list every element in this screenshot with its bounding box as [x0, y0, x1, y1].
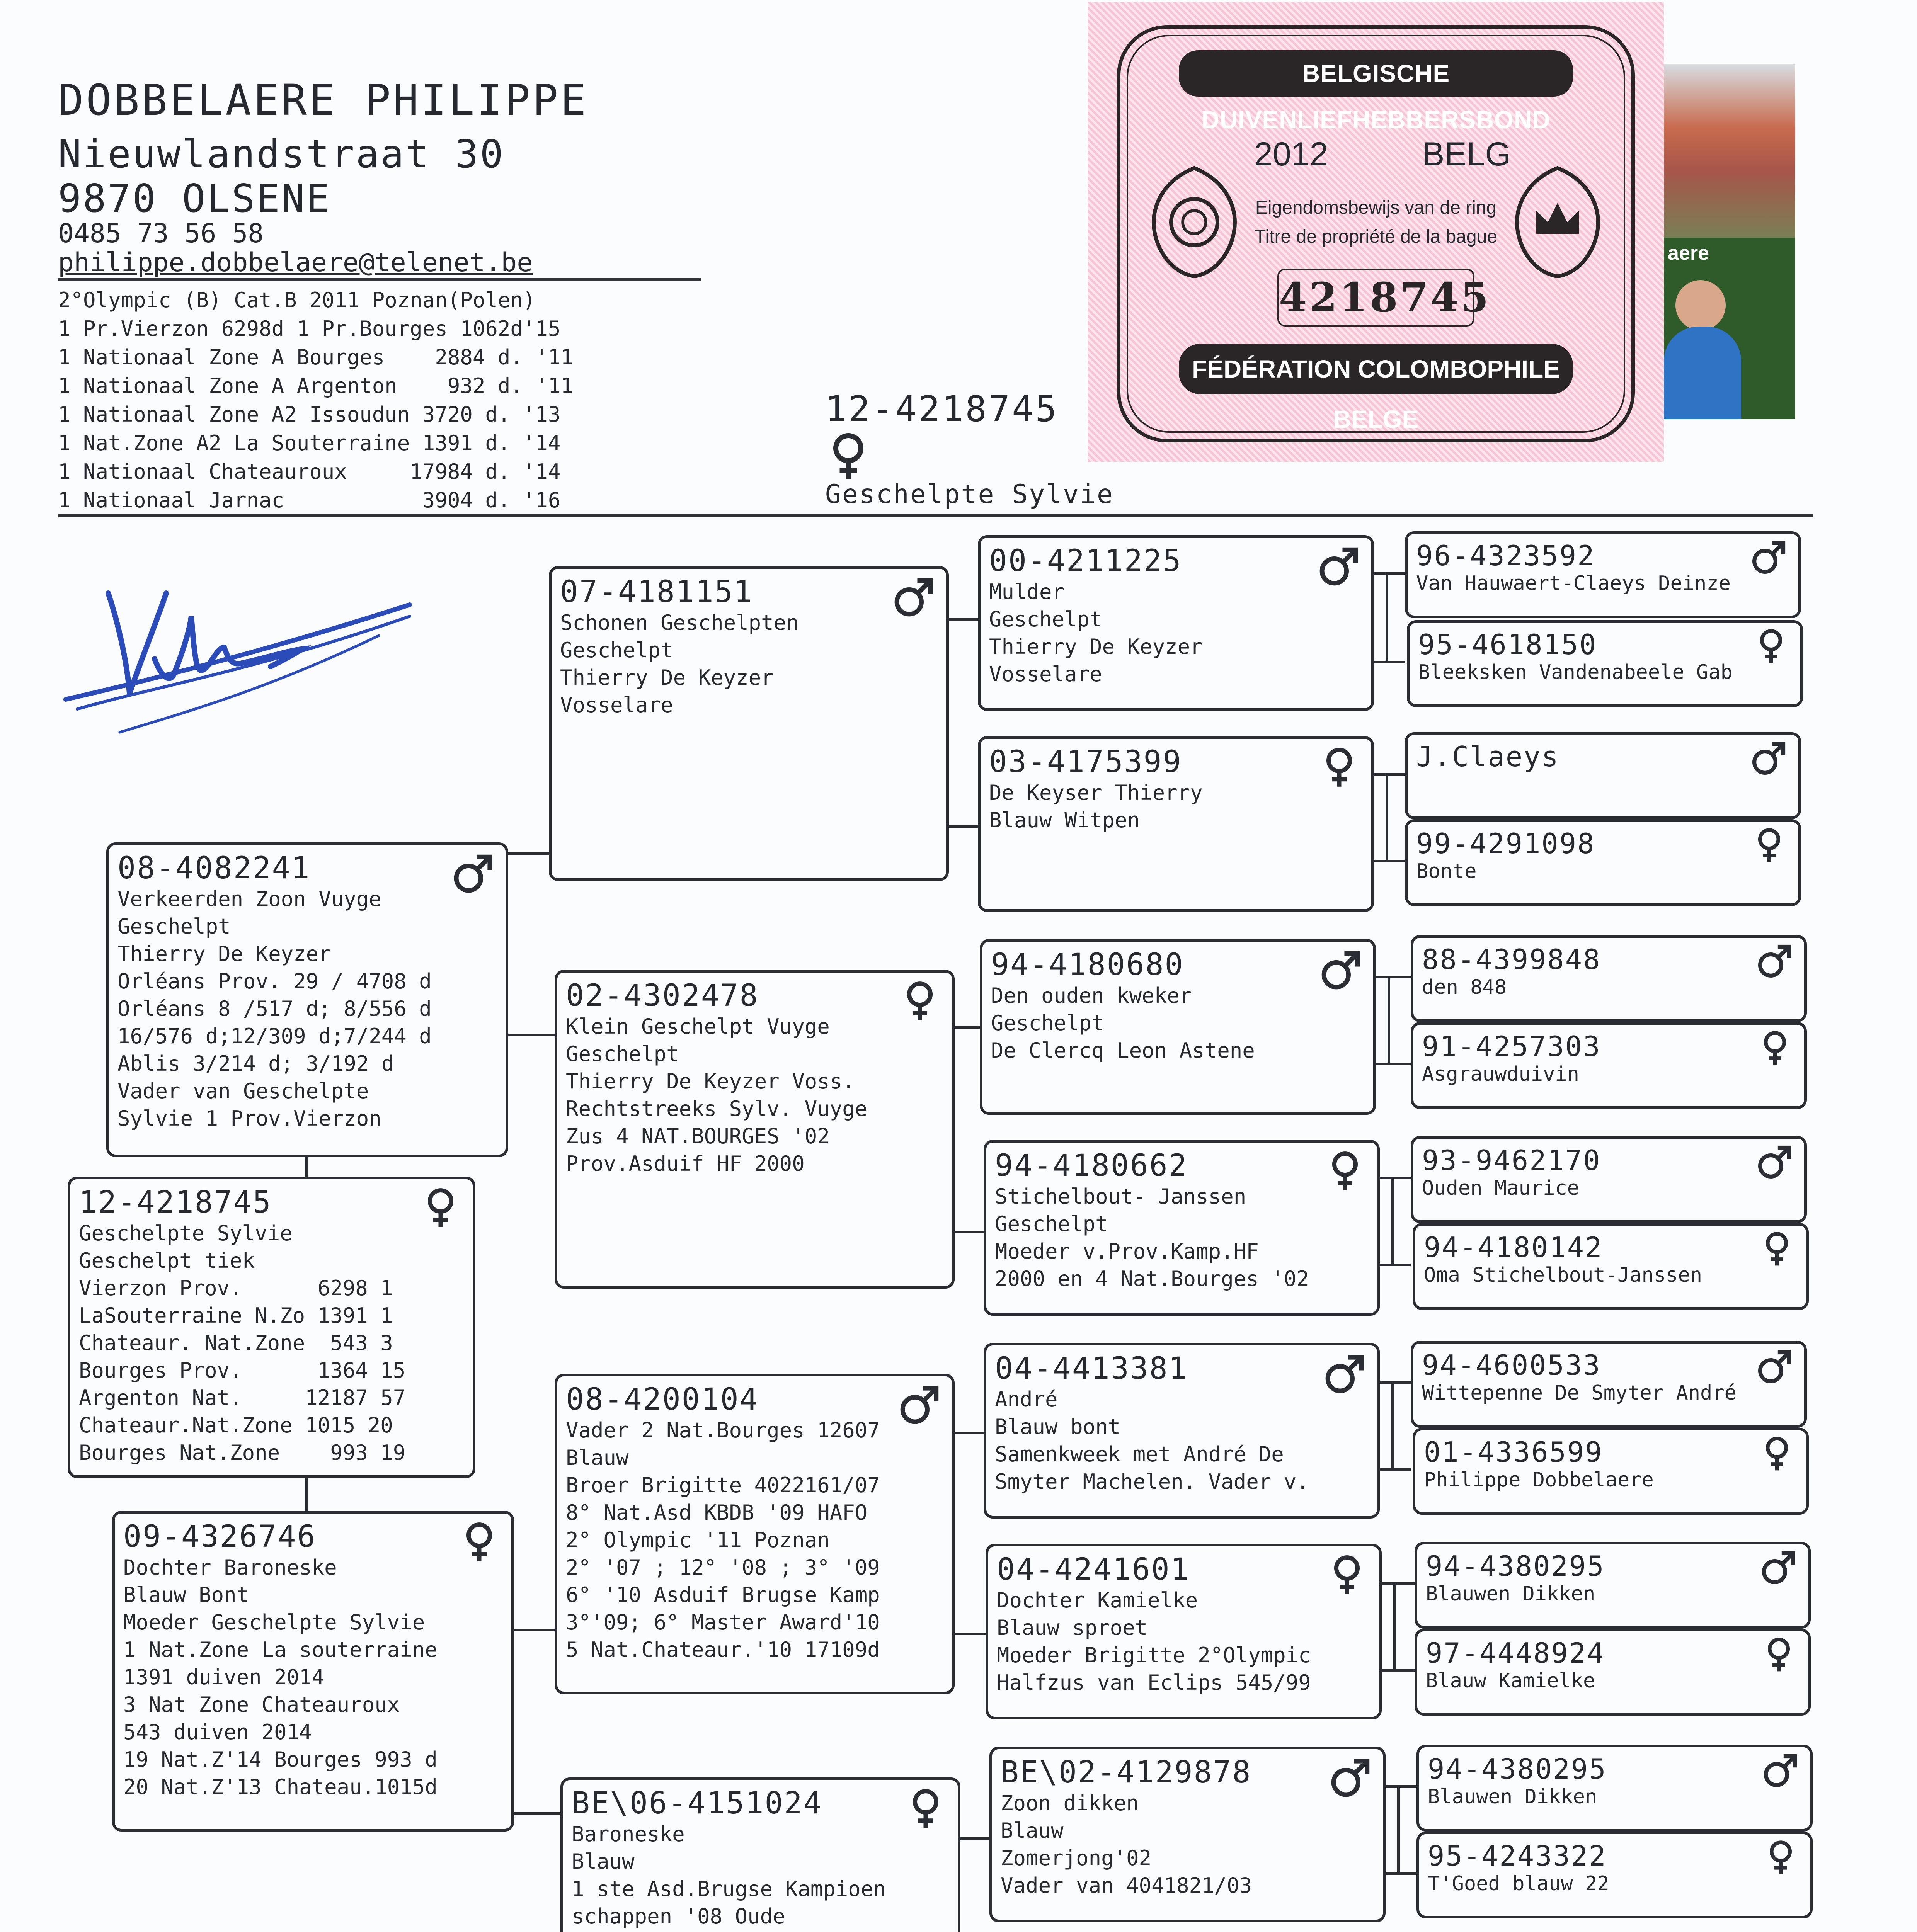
ring-number: 94-4180680 — [991, 947, 1184, 982]
person-head — [1675, 280, 1726, 330]
connector-line — [514, 1812, 560, 1815]
achievement: 1 Nat.Zone A2 La Souterraine 1391 d. '14 — [58, 431, 561, 455]
female-icon — [1324, 1150, 1366, 1192]
ring-number: BE\06-4151024 — [572, 1786, 823, 1821]
female-icon — [1759, 1230, 1795, 1267]
achievement: 1 Nationaal Zone A2 Issoudun 3720 d. '13 — [58, 402, 561, 427]
pedigree-info-line: Geschelpt — [560, 638, 673, 662]
pedigree-info-line: Vosselare — [989, 662, 1102, 686]
pedigree-info-line: Den ouden kweker — [991, 983, 1192, 1008]
pedigree-box-ds — [555, 1374, 955, 1694]
pedigree-box-g7 — [989, 1747, 1386, 1922]
female-icon — [1753, 628, 1789, 664]
person-shirt — [1664, 327, 1741, 419]
owner-photo — [1664, 64, 1795, 419]
connector-line — [949, 825, 978, 828]
pedigree-info-line — [572, 1930, 949, 1932]
ring-number: 07-4181151 — [560, 575, 753, 609]
owner-email[interactable]: philippe.dobbelaere@telenet.be — [58, 247, 533, 278]
connector-line — [1380, 1468, 1411, 1471]
pedigree-info-line: 19 Nat.Z'14 Bourges 993 d — [123, 1747, 438, 1772]
pedigree-info-line: Blauw — [572, 1849, 635, 1874]
connector-line — [960, 1837, 989, 1840]
female-icon — [1751, 827, 1788, 863]
achievement: 1 Nationaal Zone A Argenton 932 d. '11 — [58, 374, 573, 398]
pedigree-info-line: Mulder — [989, 580, 1065, 604]
ring-number: 88-4399848 — [1422, 943, 1601, 976]
pedigree-box-f14 — [1416, 1832, 1813, 1918]
pedigree-info-line: Moeder Geschelpte Sylvie — [123, 1610, 425, 1634]
pedigree-box-f5 — [1411, 935, 1807, 1022]
connector-line — [1382, 1582, 1415, 1585]
male-icon — [452, 852, 495, 895]
pedigree-box-g3 — [980, 939, 1376, 1115]
connector-line — [1374, 572, 1405, 575]
pedigree-box-f12 — [1415, 1629, 1811, 1716]
pedigree-box-f2 — [1407, 620, 1803, 707]
pedigree-info-line: 20 Nat.Z'13 Chateau.1015d — [123, 1775, 438, 1799]
ring-number: 94-4380295 — [1428, 1753, 1607, 1785]
pedigree-box-f1 — [1405, 531, 1801, 618]
pedigree-info-line: Blauwen Dikken — [1426, 1582, 1595, 1605]
connector-line — [1386, 572, 1388, 661]
pedigree-info-line: Vader van Geschelpte — [117, 1079, 369, 1103]
connector-line — [1374, 860, 1405, 862]
pedigree-info-line: Moeder v.Prov.Kamp.HF — [995, 1239, 1259, 1264]
pedigree-info-line: Geschelpt — [566, 1042, 679, 1066]
ring-number: 95-4243322 — [1428, 1840, 1607, 1872]
connector-line — [305, 1157, 308, 1179]
certificate-country: BELG — [1422, 136, 1511, 173]
pedigree-info-line: 2° '07 ; 12° '08 ; 3° '09 — [566, 1555, 880, 1580]
certificate-line2: Titre de propriété de la bague — [1255, 226, 1497, 247]
ring-number: 12-4218745 — [79, 1185, 272, 1220]
pedigree-info-line: LaSouterraine N.Zo 1391 1 — [79, 1303, 393, 1328]
ring-number: 94-4380295 — [1426, 1550, 1605, 1582]
female-icon — [1760, 1636, 1797, 1673]
male-icon — [1318, 545, 1360, 587]
connector-line — [305, 1478, 308, 1513]
pedigree-info-line: schappen '08 Oude — [572, 1904, 785, 1929]
connector-line — [508, 1034, 555, 1036]
ring-number: 04-4413381 — [995, 1351, 1188, 1386]
pedigree-info-line: Vierzon Prov. 6298 1 — [79, 1276, 393, 1300]
pedigree-info-line: T'Goed blauw 22 — [1428, 1872, 1609, 1895]
pedigree-info-line: Van Hauwaert-Claeys Deinze — [1416, 572, 1731, 595]
female-icon — [1318, 746, 1360, 788]
ring-number: 96-4323592 — [1416, 539, 1595, 572]
ring-certificate — [1088, 2, 1664, 462]
photo-caption: aere — [1668, 242, 1709, 264]
pedigree-info-line: Stichelbout- Janssen — [995, 1184, 1246, 1209]
pedigree-info-line: Ouden Maurice — [1422, 1177, 1579, 1200]
female-icon — [1759, 1435, 1795, 1472]
connector-line — [1391, 1381, 1394, 1468]
pedigree-info-line: 5 Nat.Chateaur.'10 17109d — [566, 1638, 880, 1662]
ring-number: 97-4448924 — [1426, 1637, 1605, 1669]
pedigree-info-line: Chateaur. Nat.Zone 543 3 — [79, 1331, 393, 1355]
pedigree-info-line: Blauw sproet — [997, 1616, 1148, 1640]
pedigree-info-line: 3 Nat Zone Chateauroux — [123, 1692, 400, 1717]
pedigree-box-f4 — [1405, 819, 1801, 906]
owner-phone: 0485 73 56 58 — [58, 218, 264, 249]
connector-line — [1386, 1785, 1416, 1788]
pedigree-info-line: Zus 4 NAT.BOURGES '02 — [566, 1124, 830, 1148]
female-icon — [1757, 1029, 1793, 1066]
pedigree-box-g4 — [984, 1140, 1380, 1316]
pedigree-info-line: Blauw Witpen — [989, 808, 1140, 832]
ring-number: J.Claeys — [1416, 740, 1559, 773]
pedigree-info-line: Verkeerden Zoon Vuyge — [117, 887, 381, 911]
connector-line — [514, 1629, 555, 1631]
pedigree-info-line: Ablis 3/214 d; 3/192 d — [117, 1051, 394, 1076]
signature — [62, 570, 417, 748]
pedigree-info-line: Wittepenne De Smyter André — [1422, 1381, 1737, 1405]
connector-line — [1374, 773, 1405, 776]
achievement: 1 Nationaal Zone A Bourges 2884 d. '11 — [58, 345, 573, 369]
pedigree-info-line: 3°'09; 6° Master Award'10 — [566, 1610, 880, 1634]
pedigree-info-line: Broer Brigitte 4022161/07 — [566, 1473, 880, 1497]
pedigree-info-line: Oma Stichelbout-Janssen — [1424, 1264, 1702, 1287]
female-icon — [825, 431, 872, 481]
pedigree-info-line: Blauwen Dikken — [1428, 1785, 1597, 1808]
female-icon — [458, 1520, 501, 1563]
connector-line — [508, 852, 549, 855]
connector-line — [955, 1231, 984, 1233]
pedigree-box-dd — [560, 1777, 960, 1932]
pedigree-info-line: 16/576 d;12/309 d;7/244 d — [117, 1024, 432, 1048]
male-icon — [1330, 1756, 1372, 1799]
certificate-bottom-banner: FÉDÉRATION COLOMBOPHILE BELGE — [1179, 344, 1573, 394]
connector-line — [1397, 1785, 1400, 1872]
pedigree-info-line: 2° Olympic '11 Poznan — [566, 1528, 830, 1552]
pedigree-info-line: Bleeksken Vandenabeele Gab — [1418, 661, 1733, 684]
pedigree-info-line: Baroneske — [572, 1822, 685, 1846]
ring-number: 93-9462170 — [1422, 1144, 1601, 1177]
pedigree-info-line: 1 Nat.Zone La souterraine — [123, 1638, 438, 1662]
pedigree-box-f9 — [1411, 1341, 1807, 1428]
pedigree-info-line: Geschelpte Sylvie — [79, 1221, 293, 1245]
ring-number: 08-4200104 — [566, 1382, 759, 1417]
ring-seal-icon — [1146, 160, 1243, 284]
pedigree-box-g1 — [978, 535, 1374, 711]
connector-line — [1386, 773, 1388, 860]
ring-number: 04-4241601 — [997, 1552, 1190, 1587]
connector-line — [1388, 976, 1390, 1063]
pedigree-info-line: Smyter Machelen. Vader v. — [995, 1469, 1309, 1494]
ring-number: 99-4291098 — [1416, 827, 1595, 860]
male-icon — [1757, 942, 1793, 979]
ring-number: 94-4180142 — [1424, 1231, 1603, 1264]
male-icon — [1762, 1752, 1799, 1789]
male-icon — [1751, 740, 1788, 776]
pedigree-info-line: Thierry De Keyzer — [560, 665, 774, 690]
ring-number: 95-4618150 — [1418, 628, 1597, 661]
certificate-line1: Eigendomsbewijs van de ring — [1255, 197, 1497, 218]
pedigree-info-line: Orléans Prov. 29 / 4708 d — [117, 969, 432, 993]
certificate-top-banner: BELGISCHE DUIVENLIEFHEBBERSBOND — [1179, 50, 1573, 97]
pedigree-box-f10 — [1413, 1428, 1809, 1515]
pedigree-info-line: Geschelpt — [995, 1212, 1108, 1236]
pedigree-info-line: Thierry De Keyzer Voss. — [566, 1069, 855, 1094]
pedigree-info-line: Vosselare — [560, 693, 673, 717]
connector-line — [1380, 1264, 1411, 1266]
owner-street: Nieuwlandstraat 30 — [58, 131, 505, 177]
achievement: 1 Nationaal Jarnac 3904 d. '16 — [58, 488, 561, 512]
pedigree-info-line: Blauw bont — [995, 1415, 1121, 1439]
pedigree-info-line: Argenton Nat. 12187 57 — [79, 1386, 406, 1410]
male-icon — [893, 576, 935, 618]
pedigree-info-line: Samenkweek met André De — [995, 1442, 1284, 1466]
male-icon — [1320, 949, 1362, 991]
pedigree-info-line: Orléans 8 /517 d; 8/556 d — [117, 997, 432, 1021]
pedigree-box-f6 — [1411, 1022, 1807, 1109]
pedigree-info-line: Prov.Asduif HF 2000 — [566, 1151, 805, 1176]
ring-number: 00-4211225 — [989, 544, 1182, 578]
pedigree-info-line: Halfzus van Eclips 545/99 — [997, 1670, 1311, 1695]
ring-number: 94-4180662 — [995, 1148, 1188, 1183]
female-icon — [899, 980, 941, 1022]
pedigree-info-line: Chateaur.Nat.Zone 1015 20 — [79, 1413, 393, 1437]
pedigree-info-line: Geschelpt — [989, 607, 1102, 631]
achievement: 1 Pr.Vierzon 6298d 1 Pr.Bourges 1062d'15 — [58, 316, 561, 341]
pedigree-info-line: 8° Nat.Asd KBDB '09 HAFO — [566, 1500, 868, 1525]
pedigree-info-line: Geschelpt tiek — [79, 1248, 255, 1273]
pedigree-info-line: Sylvie 1 Prov.Vierzon — [117, 1106, 381, 1131]
pedigree-box-subject — [68, 1177, 475, 1478]
pedigree-box-f7 — [1411, 1136, 1807, 1223]
pedigree-info-line: Bourges Prov. 1364 15 — [79, 1358, 406, 1383]
ring-number: 94-4600533 — [1422, 1349, 1601, 1381]
pedigree-info-line: Vader van 4041821/03 — [1001, 1873, 1252, 1898]
certificate-number: 4218745 — [1277, 269, 1474, 327]
connector-line — [1382, 1669, 1415, 1672]
female-icon — [1762, 1839, 1799, 1876]
subject-ring: 12-4218745 — [825, 388, 1059, 430]
ring-number: BE\02-4129878 — [1001, 1755, 1252, 1790]
pedigree-info-line: De Keyser Thierry — [989, 781, 1203, 805]
certificate-year: 2012 — [1254, 136, 1328, 173]
pedigree-info-line: Geschelpt — [117, 914, 231, 939]
pedigree-info-line: Bourges Nat.Zone 993 19 — [79, 1440, 406, 1465]
connector-line — [1374, 661, 1405, 663]
achievement: 2°Olympic (B) Cat.B 2011 Poznan(Polen) — [58, 288, 536, 312]
pedigree-box-f3 — [1405, 732, 1801, 819]
ring-number: 02-4302478 — [566, 978, 759, 1013]
subject-name: Geschelpte Sylvie — [825, 479, 1114, 510]
pedigree-box-sd — [555, 970, 955, 1289]
male-icon — [1760, 1549, 1797, 1586]
pedigree-box-f13 — [1416, 1745, 1813, 1832]
pedigree-info-line: Asgrauwduivin — [1422, 1063, 1579, 1086]
connector-line — [955, 1026, 980, 1029]
header-divider — [58, 278, 701, 281]
pedigree-info-line: Thierry De Keyzer — [117, 942, 331, 966]
connector-line — [955, 1633, 986, 1635]
pedigree-info-line: den 848 — [1422, 976, 1507, 999]
pedigree-info-line: Zoon dikken — [1001, 1791, 1139, 1815]
pedigree-info-line: Blauw — [1001, 1818, 1064, 1843]
pedigree-info-line: De Clercq Leon Astene — [991, 1038, 1255, 1063]
pedigree-info-line: Geschelpt — [991, 1011, 1104, 1035]
pedigree-info-line: 543 duiven 2014 — [123, 1720, 312, 1744]
female-icon — [904, 1787, 947, 1830]
ring-number: 08-4082241 — [117, 851, 311, 886]
pedigree-info-line: 2000 en 4 Nat.Bourges '02 — [995, 1267, 1309, 1291]
achievement: 1 Nationaal Chateauroux 17984 d. '14 — [58, 459, 561, 484]
ring-number: 09-4326746 — [123, 1519, 317, 1554]
pedigree-info-line: Schonen Geschelpten — [560, 611, 799, 635]
pedigree-info-line: Bonte — [1416, 860, 1477, 883]
pedigree-info-line: Blauw — [566, 1446, 629, 1470]
owner-city: 9870 OLSENE — [58, 176, 331, 221]
ring-number: 01-4336599 — [1424, 1436, 1603, 1468]
pedigree-info-line: Dochter Kamielke — [997, 1588, 1198, 1612]
pedigree-box-g6 — [986, 1544, 1382, 1719]
connector-line — [1376, 1063, 1411, 1065]
connector-line — [1393, 1582, 1396, 1669]
owner-name: DOBBELAERE PHILIPPE — [58, 75, 589, 125]
pedigree-box-g5 — [984, 1343, 1380, 1519]
crown-seal-icon — [1509, 160, 1606, 284]
achievement-list — [58, 286, 573, 515]
pedigree-info-line: Thierry De Keyzer — [989, 634, 1203, 659]
male-icon — [1324, 1352, 1366, 1395]
pedigree-info-line: Rechtstreeks Sylv. Vuyge — [566, 1097, 868, 1121]
pedigree-box-dam — [112, 1511, 514, 1832]
connector-line — [1386, 1872, 1416, 1875]
pedigree-info-line: Vader 2 Nat.Bourges 12607 — [566, 1418, 880, 1442]
pedigree-info-line: Moeder Brigitte 2°Olympic — [997, 1643, 1311, 1667]
ring-number: 03-4175399 — [989, 745, 1182, 779]
connector-line — [1391, 1177, 1394, 1264]
pedigree-box-g2 — [978, 736, 1374, 912]
connector-line — [1376, 976, 1411, 978]
pedigree-info-line: Zomerjong'02 — [1001, 1846, 1152, 1870]
pedigree-info-line: 1 ste Asd.Brugse Kampioen — [572, 1877, 886, 1901]
connector-line — [1380, 1177, 1411, 1179]
pedigree-info-line: Blauw Bont — [123, 1583, 249, 1607]
pedigree-info-line: Klein Geschelpt Vuyge — [566, 1014, 830, 1039]
top-divider — [58, 514, 1813, 517]
male-icon — [899, 1383, 941, 1426]
connector-line — [955, 1432, 984, 1434]
pedigree-info-line: André — [995, 1387, 1058, 1412]
pedigree-info-line: Philippe Dobbelaere — [1424, 1468, 1654, 1492]
pedigree-info-line: Blauw Kamielke — [1426, 1669, 1595, 1692]
pedigree-box-f11 — [1415, 1542, 1811, 1629]
male-icon — [1757, 1143, 1793, 1180]
female-icon — [419, 1186, 462, 1229]
pedigree-box-f8 — [1413, 1223, 1809, 1310]
male-icon — [1751, 539, 1788, 575]
pedigree-info-line: Dochter Baroneske — [123, 1555, 337, 1580]
connector-line — [949, 618, 978, 621]
pedigree-box-sire — [106, 842, 508, 1157]
pedigree-info-line: 6° '10 Asduif Brugse Kamp — [566, 1583, 880, 1607]
ring-number: 91-4257303 — [1422, 1030, 1601, 1063]
pedigree-info-line: 1391 duiven 2014 — [123, 1665, 325, 1689]
male-icon — [1757, 1348, 1793, 1385]
female-icon — [1326, 1553, 1368, 1596]
pedigree-box-ss — [549, 566, 949, 881]
connector-line — [1380, 1381, 1411, 1384]
